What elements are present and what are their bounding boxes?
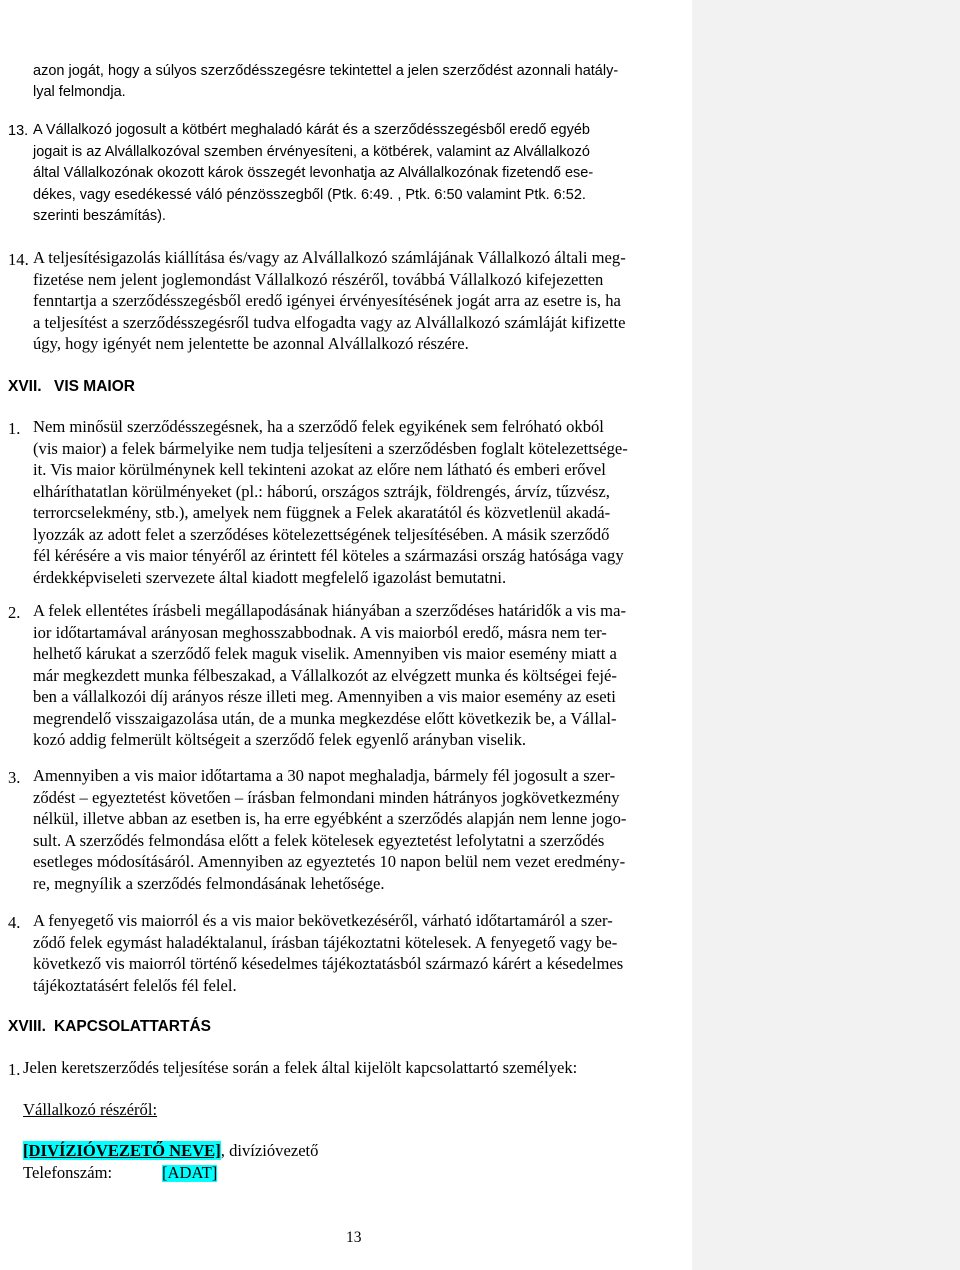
text-line: a teljesítést a szerződésszegésről tudva elfogadta vagy az Alvállalkozó számláját kifizette xyxy=(33,313,626,332)
text-line: fizetése nem jelent joglemondást Vállalkozó részéről, továbbá Vállalkozó kifejezetten xyxy=(33,270,604,289)
text-line: szerinti beszámítás). xyxy=(33,208,166,224)
clause-number: 2. xyxy=(8,603,21,622)
section-number: XVIII. xyxy=(8,1018,46,1035)
text-line: által Vállalkozónak okozott károk összegét levonhatja az Alvállalkozónak fizetendő ese- xyxy=(33,165,594,181)
text-line: ben a vállalkozói díj arányos része illeti meg. Amennyiben a vis maior esemény az eseti xyxy=(33,687,616,706)
text-line: (vis maior) a felek bármelyike nem tudja teljesíteni a szerződésben foglalt kötelezettsége- xyxy=(33,439,628,458)
text-line: megrendelő visszaigazolása után, de a munka megkezdése előtt következik be, a Vállal- xyxy=(33,709,617,728)
text-line: érdekképviseleti szervezete által kiadott megfelelő igazolást bemutatni. xyxy=(33,568,507,587)
text-line: lyozzák az adott felet a szerződéses kötelezettségének teljesítésében. A másik szerződő xyxy=(33,525,610,544)
text-line: it. Vis maior körülménynek kell tekinteni azokat az előre nem látható és emberi erővel xyxy=(33,460,606,479)
text-line: A fenyegető vis maiorról és a vis maior bekövetkezéséről, várható időtartamáról a szer- xyxy=(33,911,613,930)
section-number: XVII. xyxy=(8,378,42,395)
text-line: esetleges módosításáról. Amennyiben az egyeztetés 10 napon belül nem vezet eredmény- xyxy=(33,852,626,871)
text-line: Nem minősül szerződésszegésnek, ha a szerződő felek egyikének sem felróható okból xyxy=(33,417,604,436)
text-line: már megkezdett munka félbeszakad, a Vállalkozót az elvégzett munka és költségei fejé- xyxy=(33,666,617,685)
phone-label: Telefonszám: xyxy=(23,1163,113,1182)
paragraph-number: 14. xyxy=(8,250,29,269)
section-heading-18 xyxy=(8,1018,211,1036)
comment-pane xyxy=(692,0,960,1270)
text-line: ződő felek egymást haladéktalanul, írásban tájékoztatni kötelesek. A fenyegető vagy be- xyxy=(33,933,618,952)
text-line: ior időtartamával arányosan meghosszabbodnak. A vis maiorból eredő, másra nem ter- xyxy=(33,623,607,642)
text-line: úgy, hogy igényét nem jelentette be azonnal Alvállalkozó részére. xyxy=(33,334,469,353)
section-title: VIS MAIOR xyxy=(54,378,135,395)
text-line: A Vállalkozó jogosult a kötbért meghaladó kárát és a szerződésszegésből eredő egyéb xyxy=(33,122,590,138)
clause-number: 1. xyxy=(8,419,21,438)
clause-number: 4. xyxy=(8,913,21,932)
text-line: A felek ellentétes írásbeli megállapodásának hiányában a szerződéses határidők a vis ma- xyxy=(33,601,626,620)
text-line: fenntartja a szerződésszegésből eredő igényei érvényesítésének jogát arra az esetre is, ha xyxy=(33,291,621,310)
text-line: re, megnyílik a szerződés felmondásának lehetősége. xyxy=(33,874,385,893)
text-line: kozó addig felmerült költségeit a szerződő felek egyenlő arányban viselik. xyxy=(33,730,527,749)
text-line: elháríthatatlan körülményeket (pl.: háború, országos sztrájk, földrengés, árvíz, tűzvész, xyxy=(33,482,610,501)
clause-number: 3. xyxy=(8,768,21,787)
text-line: Jelen keretszerződés teljesítése során a felek által kijelölt kapcsolattartó személyek: xyxy=(23,1058,578,1077)
clause-number: 1. xyxy=(8,1060,21,1079)
text-line: következő vis maiorról történő késedelmes tájékoztatásból származó kárért a késedelmes xyxy=(33,954,624,973)
section-heading-17 xyxy=(8,378,135,396)
phone-placeholder: [ADAT] xyxy=(162,1163,218,1182)
text-line: fél kérésére a vis maior tényéről az érintett fél köteles a származási ország hatósága vagy xyxy=(33,546,624,565)
text-line: dékes, vagy esedékessé váló pénzösszegből (Ptk. 6:49. , Ptk. 6:50 valamint Ptk. 6:52. xyxy=(33,187,586,203)
name-placeholder: [DIVÍZIÓVEZETŐ NEVE] xyxy=(23,1141,221,1160)
name-role: , divízióvezető xyxy=(220,1141,319,1160)
text-line: Amennyiben a vis maior időtartama a 30 napot meghaladja, bármely fél jogosult a szer- xyxy=(33,766,616,785)
section-title: KAPCSOLATTARTÁS xyxy=(54,1018,211,1035)
text-line: nélkül, illetve abban az esetben is, ha erre egyébként a szerződés alapján nem lenne jogo- xyxy=(33,809,627,828)
text-line: ződést – egyeztetést követően – írásban felmondani minden hátrányos jogkövetkezmény xyxy=(33,788,620,807)
text-line: azon jogát, hogy a súlyos szerződésszegésre tekintettel a jelen szerződést azonnali hatály- xyxy=(33,63,619,79)
text-line: tájékoztatásért felelős fél felel. xyxy=(33,976,237,995)
text-line: sult. A szerződés felmondása előtt a felek kötelesek egyeztetést lefolytatni a szerződés xyxy=(33,831,605,850)
paragraph-number: 13. xyxy=(8,123,29,139)
text-line: lyal felmondja. xyxy=(33,84,126,100)
contact-label: Vállalkozó részéről: xyxy=(23,1100,158,1119)
text-line: jogait is az Alvállalkozóval szemben érvényesíteni, a kötbérek, valamint az Alvállalkozó xyxy=(33,144,590,160)
text-line: helhető kárukat a szerződő felek maguk viselik. Amennyiben vis maior esemény miatt a xyxy=(33,644,617,663)
page-number: 13 xyxy=(346,1229,362,1246)
text-line: terrorcselekmény, stb.), amelyek nem függnek a Felek akaratától és közvetlenül akadá- xyxy=(33,503,611,522)
contact-name-line xyxy=(23,1143,318,1160)
text-line: A teljesítésigazolás kiállítása és/vagy az Alvállalkozó számlájának Vállalkozó általi meg- xyxy=(33,248,626,267)
